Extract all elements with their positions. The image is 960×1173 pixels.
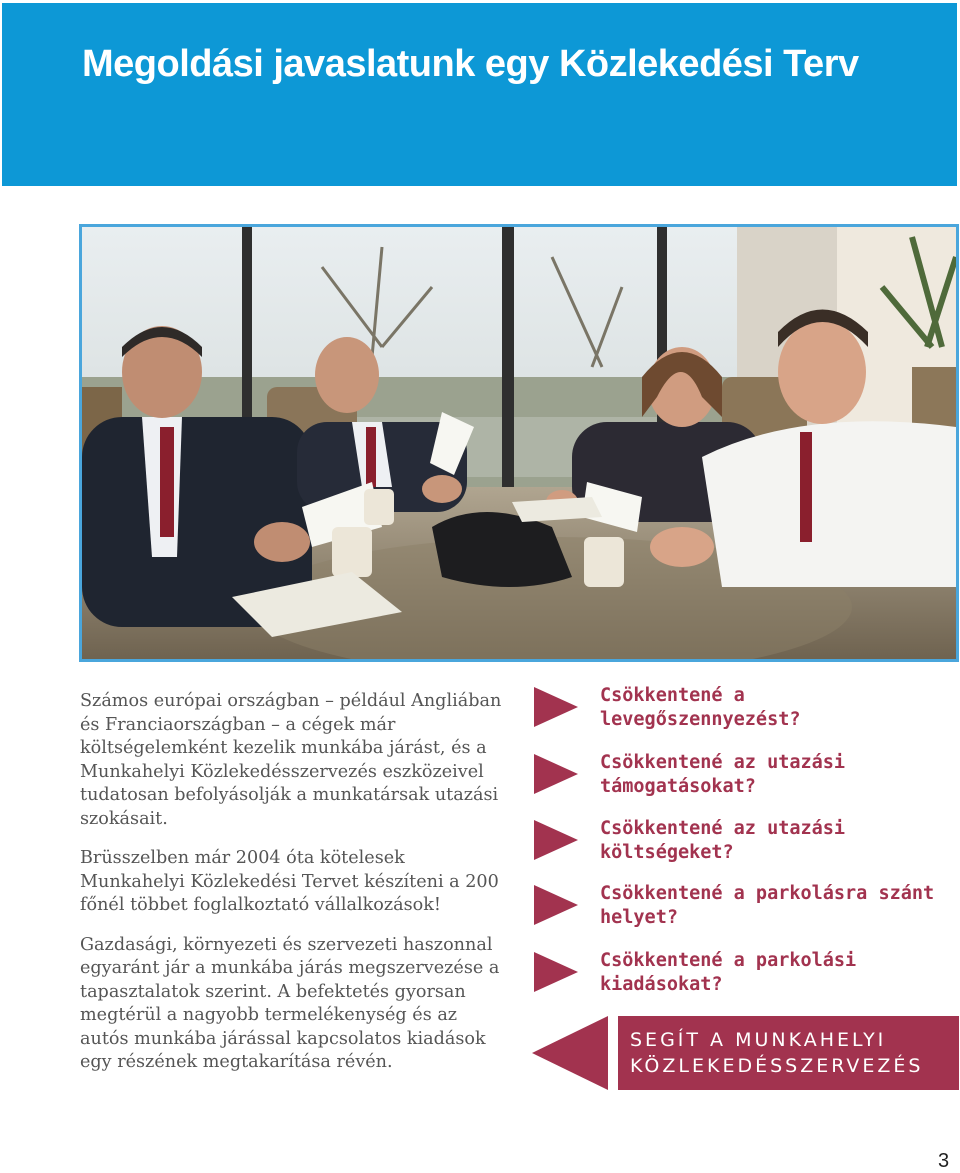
cta-line-2: KÖZLEKEDÉSSZERVEZÉS [630,1055,924,1077]
header-banner [2,3,957,186]
meeting-photo-illustration [82,227,956,659]
question-text: Csökkentené az utazási költségeket? [600,818,846,863]
question-item [532,817,952,877]
triangle-right-icon [534,820,578,860]
question-item [532,882,952,942]
question-text: Csökkentené a parkolási kiadásokat? [600,950,857,995]
page-title: Megoldási javaslatunk egy Közlekedési Terv [82,43,859,85]
body-text [80,690,510,1091]
question-item [532,751,952,811]
question-text: Csökkentené a parkolásra szánt helyet? [600,883,935,928]
triangle-right-icon [534,952,578,992]
question-item [532,684,952,744]
question-text: Csökkentené az utazási támogatásokat? [600,752,846,797]
triangle-left-icon [532,1016,608,1090]
meeting-photo [79,224,959,662]
question-text: Csökkentené a levegőszennyezést? [600,685,801,730]
triangle-right-icon [534,885,578,925]
cta-box [618,1016,959,1090]
triangle-right-icon [534,687,578,727]
body-paragraph-2: Brüsszelben már 2004 óta kötelesek Munkahelyi Közlekedési Tervet készíteni a 200 főnél többet foglalkoztató vállalkozások! [80,848,499,915]
triangle-right-icon [534,754,578,794]
body-paragraph-3: Gazdasági, környezeti és szervezeti haszonnal egyaránt jár a munkába járás megszervezése a tapasztalatok szerint. A befektetés gyorsan megtérül a nagyobb termelékenység és az autós munkába járással kapcsolatos kiadások egy részének megtakarítása révén. [80,934,500,1072]
page-number: 3 [938,1150,950,1172]
question-item [532,949,952,1009]
body-paragraph-1: Számos európai országban – például Angliában és Franciaországban – a cégek már költségelemként kezelik munkába járást, és a Munkahelyi Közlekedésszervezés eszközeivel tudatosan befolyásolják a munkatársak utazási szokásait. [80,691,502,829]
cta-line-1: SEGÍT A MUNKAHELYI [630,1029,887,1051]
